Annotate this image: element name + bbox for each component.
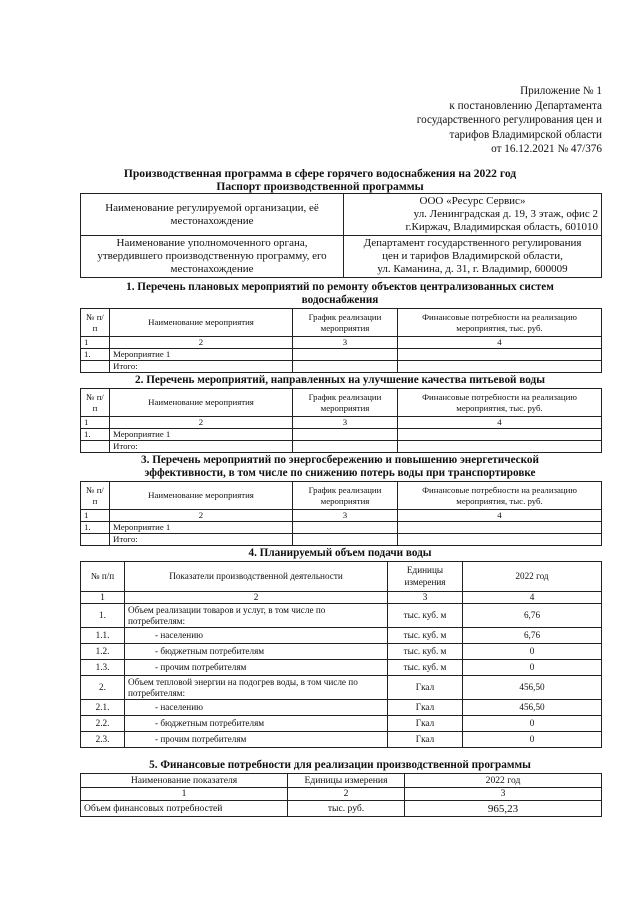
col-name-header: Наименование мероприятия	[110, 309, 293, 337]
col-number: 2	[110, 337, 293, 349]
col-number: 3	[388, 592, 463, 604]
col-number: 1	[81, 592, 125, 604]
s4-row-name: - прочим потребителям	[125, 660, 388, 676]
row-total: Итого:	[110, 441, 293, 453]
s4-num-header: № п/п	[81, 562, 125, 592]
s5-row-name: Объем финансовых потребностей	[81, 801, 288, 817]
col-number: 4	[398, 337, 602, 349]
col-schedule-header: График реализации мероприятия	[293, 309, 398, 337]
s4-row-num: 1.2.	[81, 644, 125, 660]
s4-row-value: 456,50	[463, 700, 602, 716]
col-number: 2	[125, 592, 388, 604]
s4-row-name: Объем тепловой энергии на подогрев воды, в том числе по потребителям:	[125, 676, 388, 700]
section1-title-line: водоснабжения	[301, 294, 379, 306]
col-number: 2	[110, 417, 293, 429]
s4-row-unit: тыс. куб. м	[388, 628, 463, 644]
s5-name-header: Наименование показателя	[81, 774, 288, 788]
passport-authority-value	[344, 236, 602, 278]
s4-row-name: - бюджетным потребителям	[125, 644, 388, 660]
section3-table	[80, 481, 602, 546]
row-schedule	[293, 349, 398, 361]
s4-year-header: 2022 год	[463, 562, 602, 592]
col-number: 1	[81, 417, 110, 429]
s5-row-unit: тыс. руб.	[288, 801, 405, 817]
section3-title-line: 3. Перечень мероприятий по энергосбережению и повышению энергетической	[141, 454, 539, 466]
section1-title	[80, 281, 600, 307]
s4-row-num: 1.1.	[81, 628, 125, 644]
s5-year-header: 2022 год	[405, 774, 602, 788]
appendix-line: тарифов Владимирской области	[449, 128, 602, 141]
row-total: Итого:	[110, 361, 293, 373]
s4-row-unit: Гкал	[388, 732, 463, 748]
row-name: Мероприятие 1	[110, 349, 293, 361]
s4-row-name: Объем реализации товаров и услуг, в том числе по потребителям:	[125, 604, 388, 628]
col-schedule-header: График реализации мероприятия	[293, 389, 398, 417]
s5-unit-header: Единицы измерения	[288, 774, 405, 788]
s4-row-num: 2.	[81, 676, 125, 700]
row-schedule	[293, 429, 398, 441]
s4-indicator-header: Показатели производственной деятельности	[125, 562, 388, 592]
section1-table	[80, 308, 602, 373]
row-finance	[398, 534, 602, 546]
col-number: 1	[81, 337, 110, 349]
col-num-header: № п/п	[81, 482, 110, 510]
section5-table	[80, 773, 602, 817]
row-schedule	[293, 534, 398, 546]
row-num: 1.	[81, 349, 110, 361]
s4-row-name: - прочим потребителям	[125, 732, 388, 748]
passport-org-address: ул. Ленинградская д. 19, 3 этаж, офис 2	[413, 208, 598, 220]
s4-row-num: 2.2.	[81, 716, 125, 732]
row-schedule	[293, 522, 398, 534]
s4-unit-header: Единицы измерения	[388, 562, 463, 592]
section4-table	[80, 561, 602, 748]
row-schedule	[293, 441, 398, 453]
col-finance-header: Финансовые потребности на реализацию мероприятия, тыс. руб.	[398, 482, 602, 510]
col-num-header: № п/п	[81, 309, 110, 337]
s4-row-value: 6,76	[463, 628, 602, 644]
section2-table	[80, 388, 602, 453]
s4-row-num: 2.3.	[81, 732, 125, 748]
passport-org-value	[344, 194, 602, 236]
s4-row-num: 1.3.	[81, 660, 125, 676]
s4-row-unit: тыс. куб. м	[388, 604, 463, 628]
appendix-line: от 16.12.2021 № 47/376	[491, 143, 602, 156]
row-total: Итого:	[110, 534, 293, 546]
appendix-block	[417, 84, 602, 157]
s4-row-unit: тыс. куб. м	[388, 660, 463, 676]
col-number: 3	[293, 510, 398, 522]
row-num: 1.	[81, 429, 110, 441]
s4-row-value: 0	[463, 732, 602, 748]
col-number: 4	[398, 510, 602, 522]
passport-org-city: г.Киржач, Владимирская область, 601010	[405, 221, 598, 233]
s4-row-value: 456,50	[463, 676, 602, 700]
s4-row-name: - бюджетным потребителям	[125, 716, 388, 732]
col-name-header: Наименование мероприятия	[110, 389, 293, 417]
col-number: 1	[81, 788, 288, 801]
appendix-line: Приложение № 1	[520, 85, 602, 97]
passport-title: Паспорт производственной программы	[216, 180, 424, 193]
col-schedule-header: График реализации мероприятия	[293, 482, 398, 510]
s5-row-value: 965,23	[405, 801, 602, 817]
col-finance-header: Финансовые потребности на реализацию мероприятия, тыс. руб.	[398, 389, 602, 417]
s4-row-num: 1.	[81, 604, 125, 628]
col-number: 2	[288, 788, 405, 801]
s4-row-name: - населению	[125, 700, 388, 716]
appendix-line: государственного регулирования цен и	[416, 114, 602, 127]
s4-row-name: - населению	[125, 628, 388, 644]
passport-authority-name2: цен и тарифов Владимирской области,	[382, 250, 563, 262]
col-finance-header: Финансовые потребности на реализацию мероприятия, тыс. руб.	[398, 309, 602, 337]
passport-authority-label: Наименование уполномоченного органа, утвердившего производственную программу, его местонахождение	[81, 236, 344, 278]
s4-row-value: 0	[463, 660, 602, 676]
section3-title	[80, 454, 600, 480]
passport-org-name: ООО «Ресурс Сервис»	[419, 195, 526, 207]
s4-row-unit: Гкал	[388, 716, 463, 732]
row-finance	[398, 349, 602, 361]
s4-row-unit: Гкал	[388, 700, 463, 716]
s4-row-value: 0	[463, 716, 602, 732]
col-number: 3	[293, 417, 398, 429]
row-finance	[398, 441, 602, 453]
section5-title: 5. Финансовые потребности для реализации производственной программы	[149, 759, 531, 771]
row-num	[81, 441, 110, 453]
s4-row-unit: Гкал	[388, 676, 463, 700]
row-finance	[398, 429, 602, 441]
col-number: 4	[463, 592, 602, 604]
row-finance	[398, 361, 602, 373]
passport-table	[80, 193, 602, 278]
section3-title-line: эффективности, в том числе по снижению потерь воды при транспортировке	[144, 467, 536, 479]
passport-org-label: Наименование регулируемой организации, её местонахождение	[81, 194, 344, 236]
s4-row-unit: тыс. куб. м	[388, 644, 463, 660]
row-num: 1.	[81, 522, 110, 534]
section2-title: 2. Перечень мероприятий, направленных на улучшение качества питьевой воды	[135, 374, 545, 386]
s4-row-value: 0	[463, 644, 602, 660]
row-schedule	[293, 361, 398, 373]
row-finance	[398, 522, 602, 534]
row-num	[81, 361, 110, 373]
section1-title-line: 1. Перечень плановых мероприятий по ремонту объектов централизованных систем	[126, 281, 554, 293]
s4-row-value: 6,76	[463, 604, 602, 628]
col-number: 3	[293, 337, 398, 349]
s4-row-num: 2.1.	[81, 700, 125, 716]
row-name: Мероприятие 1	[110, 429, 293, 441]
col-name-header: Наименование мероприятия	[110, 482, 293, 510]
col-num-header: № п/п	[81, 389, 110, 417]
col-number: 1	[81, 510, 110, 522]
row-name: Мероприятие 1	[110, 522, 293, 534]
col-number: 2	[110, 510, 293, 522]
col-number: 4	[398, 417, 602, 429]
row-num	[81, 534, 110, 546]
passport-authority-address: ул. Каманина, д. 31, г. Владимир, 600009	[377, 263, 568, 275]
section4-title: 4. Планируемый объем подачи воды	[248, 547, 432, 559]
appendix-line: к постановлению Департамента	[449, 99, 602, 112]
passport-authority-name: Департамент государственного регулирования	[363, 237, 582, 249]
col-number: 3	[405, 788, 602, 801]
document-title: Производственная программа в сфере горячего водоснабжения на 2022 год	[123, 167, 517, 180]
